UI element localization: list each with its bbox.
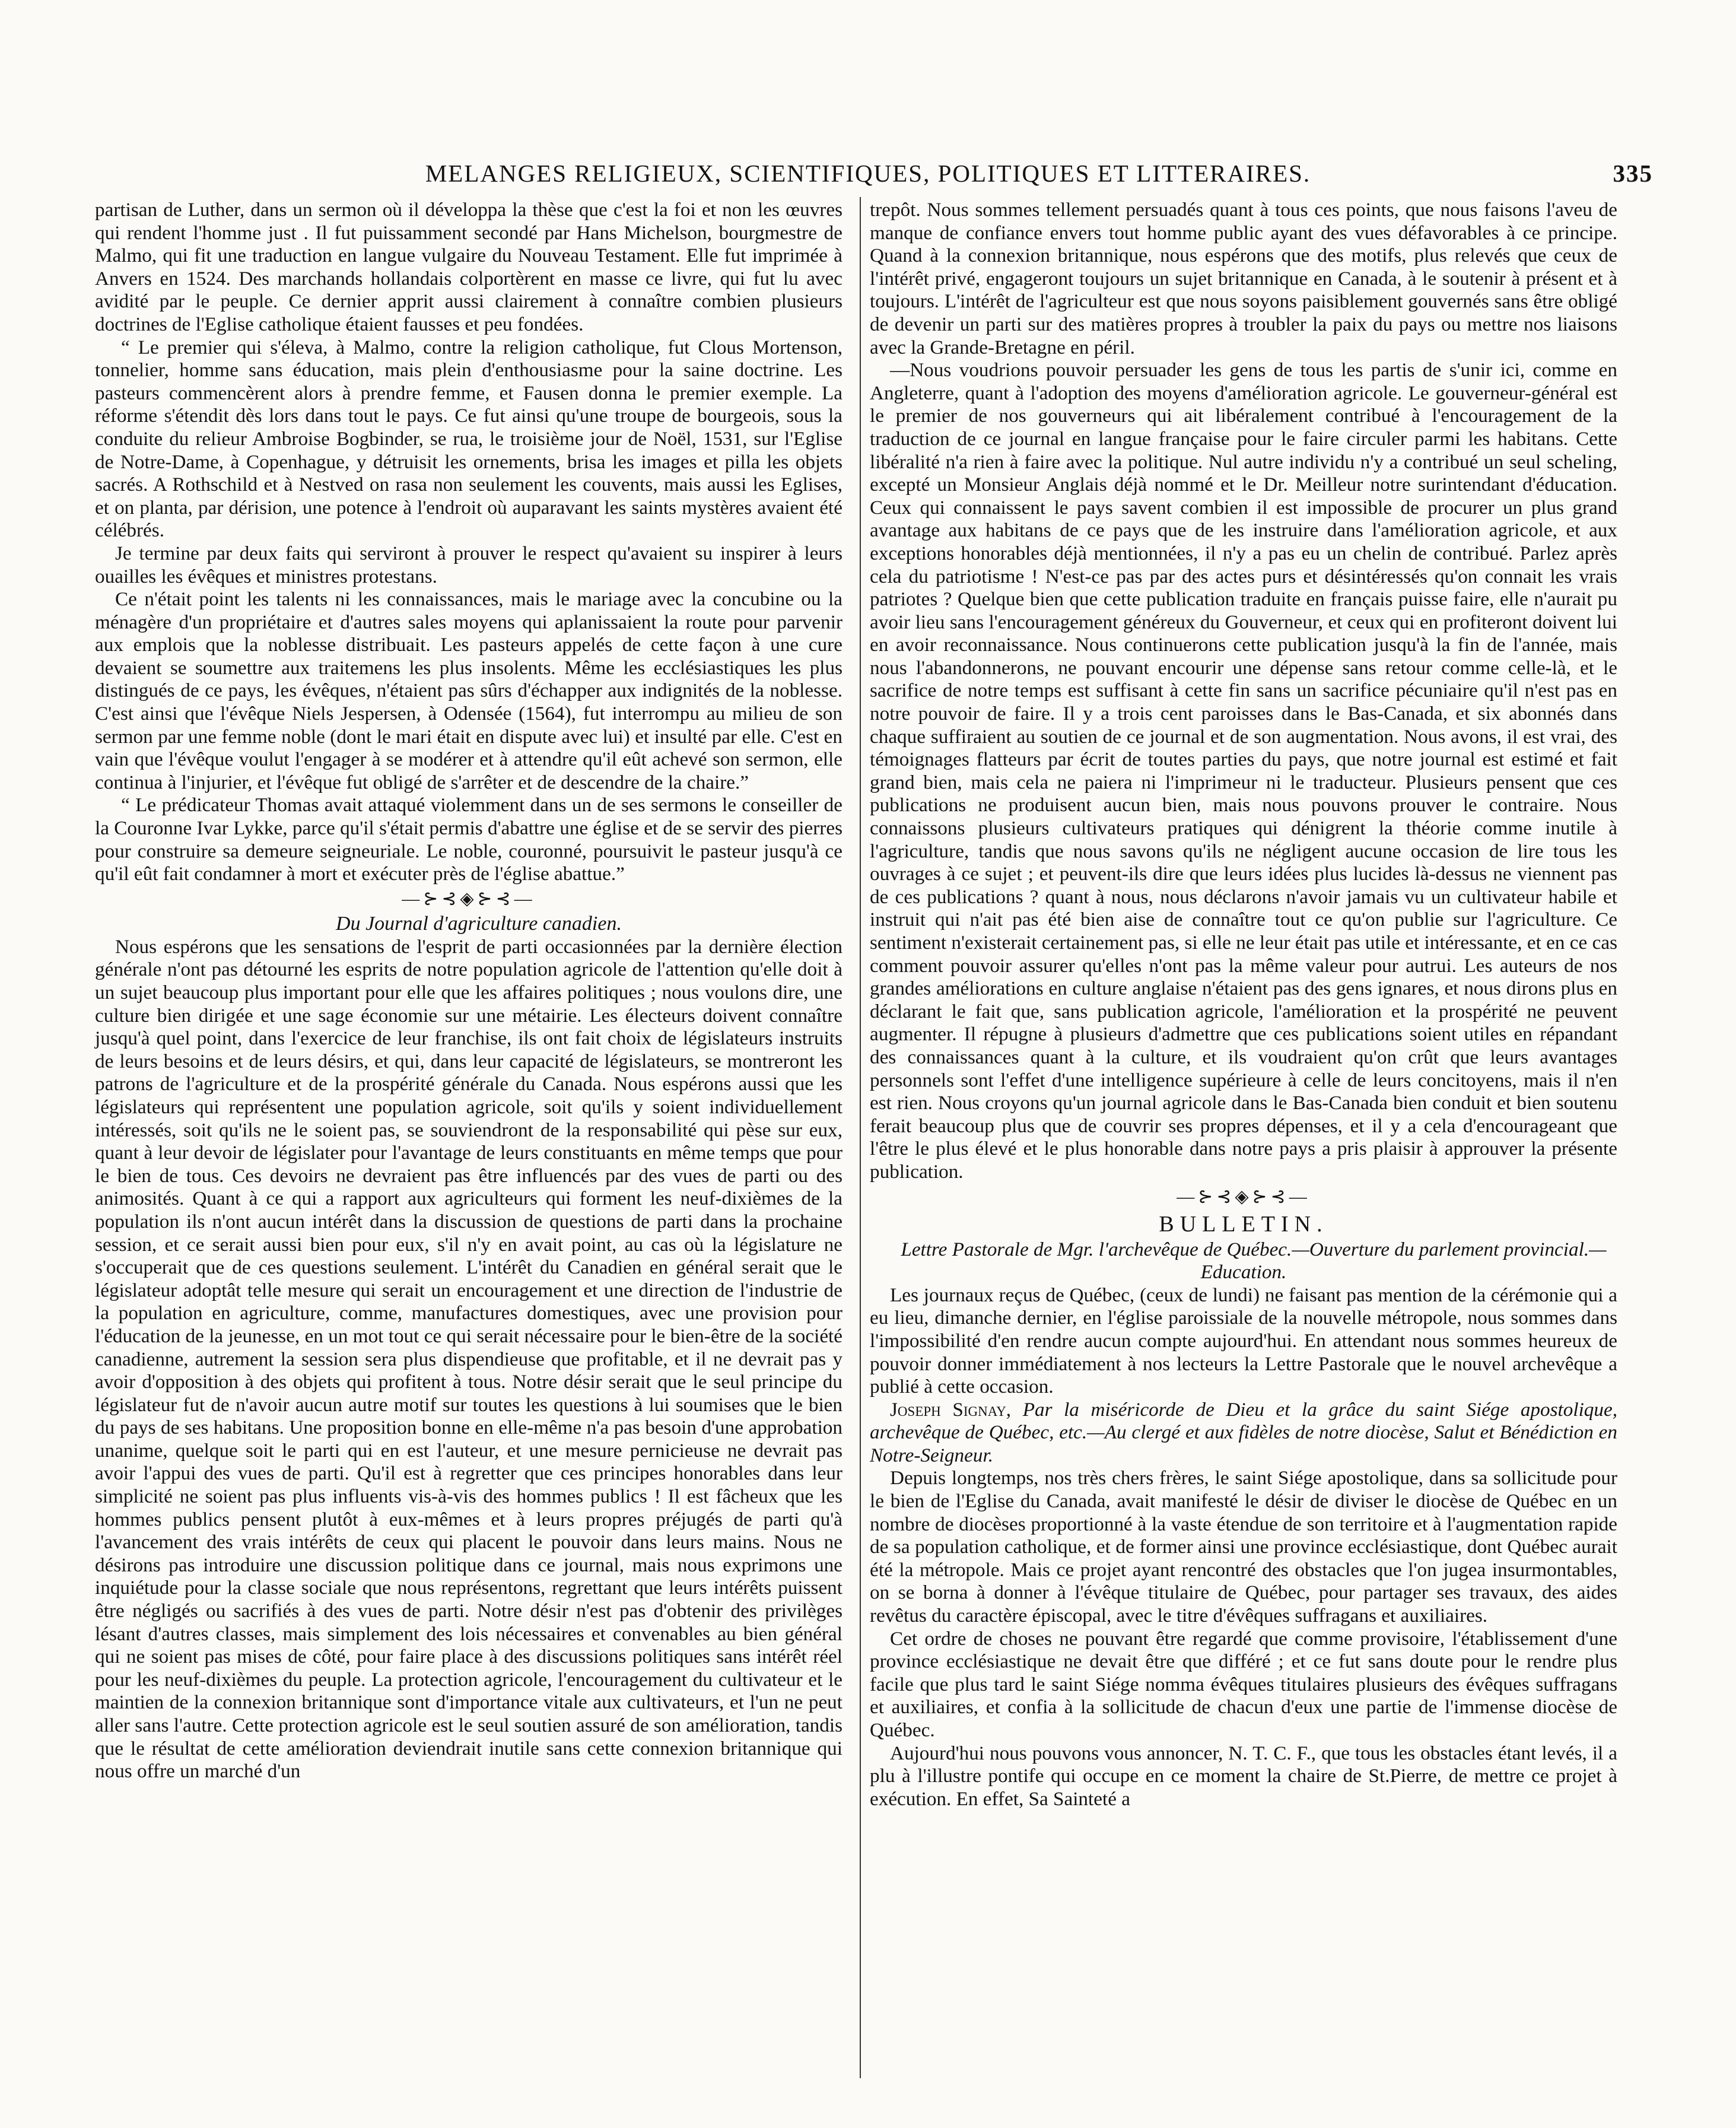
left-paragraph-5: “ Le prédicateur Thomas avait attaqué violemment dans un de ses sermons le conseiller de la Couronne Ivar Lykke, parce qu'il s'était permis d'abattre une église et de se servir des pierres pour construire sa demeure seigneuriale. Le noble, couronné, poursuivit le pasteur jusqu'à ce qu'il eût fait condamner à mort et exécuter près de l'église abattue.” — [95, 794, 842, 885]
bulletin-ornament: —⊱⊰◈⊱⊰— — [1177, 1186, 1311, 1206]
left-paragraph-2: “ Le premier qui s'éleva, à Malmo, contre la religion catholique, fut Clous Mortenson, tonnelier, homme sans éducation, mais plein d'enthousiasme pour la saine doctrine. Les pasteurs commencèrent alors à prendre femme, et Fausen donna le premier exemple. La réforme s'étendit dès lors dans tout le pays. Ce fut ainsi qu'une troupe de bourgeois, sous la conduite du relieur Ambroise Bogbinder, se rua, le troisième jour de Noël, 1531, sur l'Eglise de Notre-Dame, à Copenhague, y détruisit les ornements, brisa les images et pilla les objets sacrés. A Rothschild et à Nestved on rasa non seulement les couvents, mais aussi les Eglises, et on planta, par dérision, une potence à l'endroit où auparavant les saints mystères avaient été célébrés. — [95, 336, 842, 542]
left-paragraph-3: Je termine par deux faits qui serviront à prouver le respect qu'avaient su inspirer à leurs ouailles les évêques et ministres protestans. — [95, 542, 842, 587]
section-title-journal-agriculture: Du Journal d'agriculture canadien. — [336, 912, 622, 935]
right-paragraph-5: Depuis longtemps, nos très chers frères, le saint Siége apostolique, dans sa sollicitude pour le bien de l'Eglise du Canada, avait manifesté le désir de diviser le diocèse de Québec en un nombre de diocèses proportionné à la vaste étendue de son territoire et à l'augmentation rapide de sa population catholique, et de former ainsi une province ecclésiastique, dont Québec aurait été la métropole. Mais ce projet ayant rencontré des obstacles que l'on jugea insurmontables, on se borna à donner à l'évêque titulaire de Québec, pour partager ses travaux, des aides revêtus du caractère épiscopal, avec le titre d'évêques suffragans et auxiliaires. — [870, 1467, 1617, 1627]
page-number: 335 — [1613, 160, 1653, 187]
left-paragraph-6: Nous espérons que les sensations de l'esprit de parti occasionnées par la dernière élection générale n'ont pas détourné les esprits de notre population agricole de l'attention qu'elle doit à un sujet beaucoup plus important pour elle que les affaires politiques ; nous voulons dire, une culture bien dirigée et une sage économie sur une métairie. Les électeurs doivent connaître jusqu'à quel point, dans l'exercice de leur franchise, ils ont fait choix de législateurs instruits de leurs besoins et de leurs désirs, et qui, dans leur capacité de législateurs, se montreront les patrons de l'agriculture et de la prospérité générale du Canada. Nous espérons aussi que les législateurs qui représentent une population agricole, soit qu'ils y soient individuellement intéressés, soit qu'ils ne le soient pas, se souviendront de la responsabilité qui pèse sur eux, quant à leur devoir de législater pour l'avantage de leurs constituants en même temps que pour le bien de tous. Ces devoirs ne devraient pas être influencés par des vues de parti ou des animosités. Quant à ce qui a rapport aux agriculteurs qui forment les neuf-dixièmes de la population ils n'ont aucun intérêt dans la discussion de questions de parti dans la prochaine session, et ce serait aussi bien pour eux, s'il n'y en avait point, au cas où la législature ne s'occuperait que de ces questions seulement. L'intérêt du Canadien en général serait que le législateur adoptât telle mesure qui serait un encouragement et une direction de l'industrie de la population en agriculture, comme, manufactures domestiques, avec une provision pour l'éducation de la jeunesse, en un mot tout ce qui serait nécessaire pour le bien-être de la société canadienne, autrement la session sera plus dispendieuse que profitable, et il ne devrait pas y avoir d'opposition à des objets qui profitent à tous. Notre désir serait que le seul principe du législateur fut de n'avoir aucun autre motif sur toutes les questions à lui soumises que le bien du pays de ses habitans. Une proposition bonne en elle-même n'a pas besoin d'une approbation unanime, quelque soit le parti qui en est l'auteur, et une mesure pernicieuse ne devrait pas avoir l'appui des vues de parti. Qu'il est à regretter que ces principes honorables dans leur simplicité ne soient pas plus influents vis-à-vis des hommes publics ! Il est fâcheux que les hommes publics pensent plutôt à eux-mêmes et à leurs propres préjugés de parti qu'à l'avancement des vrais intérêts de ceux qui placent le pouvoir dans leurs mains. Nous ne désirons pas introduire une discussion politique dans ce journal, mais nous exprimons une inquiétude pour la classe sociale que nous représentons, regrettant que leurs intérêts puissent être négligés ou sacrifiés à des vues de parti. Notre désir n'est pas d'obtenir des privilèges lésant d'autres classes, mais simplement des lois nécessaires et convenables au bien général qui ne soient pas mises de côté, pour faire place à des discussions politiques sans intérêt réel pour les neuf-dixièmes du peuple. La protection agricole, l'encouragement du cultivateur et le maintien de la connexion britannique sont d'importance vitale aux cultivateurs, et l'un ne peut aller sans l'autre. Cette protection agricole est le seul soutien assuré de son amélioration, tandis que le résultat de cette amélioration deviendrait inutile sans cette connexion britannique qui nous offre un marché d'un — [95, 935, 842, 1783]
bulletin-subtitle: Lettre Pastorale de Mgr. l'archevêque de Québec.—Ouverture du parlement provincial.—Education. — [901, 1238, 1607, 1284]
running-head-title: MELANGES RELIGIEUX, SCIENTIFIQUES, POLITIQUES ET LITTERAIRES. — [425, 160, 1311, 187]
right-paragraph-7: Aujourd'hui nous pouvons vous annoncer, N. T. C. F., que tous les obstacles étant levés, il a plu à l'illustre pontife qui occupe en ce moment la chaire de St.Pierre, de mettre ce projet à exécution. En effet, Sa Sainteté a — [870, 1742, 1617, 1810]
left-paragraph-1: partisan de Luther, dans un sermon où il développa la thèse que c'est la foi et non les œuvres qui rendent l'homme just . Il fut puissamment secondé par Hans Michelson, bourgmestre de Malmo, qui fit une traduction en langue vulgaire du Nouveau Testament. Elle fut imprimée à Anvers en 1524. Des marchands hollandais colportèrent en masse ce livre, qui fut lu avec avidité par le peuple. Ce dernier apprit aussi clairement à connaître combien plusieurs doctrines de l'Eglise catholique étaient fausses et peu fondées. — [95, 199, 842, 335]
left-column — [95, 199, 842, 1783]
pastoral-author: Joseph Signay, — [890, 1398, 1012, 1421]
right-column — [870, 199, 1617, 1811]
right-paragraph-3: Les journaux reçus de Québec, (ceux de lundi) ne faisant pas mention de la cérémonie qui a eu lieu, dimanche dernier, en l'église paroissiale de la nouvelle métropole, nous sommes dans l'impossibilité d'en rendre aucun compte aujourd'hui. En attendant nous sommes heureux de pouvoir donner immédiatement à nos lecteurs la Lettre Pastorale que le nouvel archevêque a publié à cette occasion. — [870, 1284, 1617, 1398]
bulletin-title: BULLETIN. — [1159, 1211, 1328, 1237]
right-paragraph-6: Cet ordre de choses ne pouvant être regardé que comme provisoire, l'établissement d'une province ecclésiastique ne devait être que différé ; et ce fut sans doute pour le rendre plus facile que plus tard le saint Siége nomma évêques titulaires plusieurs des évêques suffragans et auxiliaires, et confia à la sollicitude de chacun d'eux une partie de l'immense diocèse de Québec. — [870, 1627, 1617, 1741]
right-paragraph-4 — [870, 1399, 1617, 1468]
right-paragraph-2: —Nous voudrions pouvoir persuader les gens de tous les partis de s'unir ici, comme en Angleterre, quant à l'adoption des moyens d'amélioration agricole. Le gouverneur-général est le premier de nos gouverneurs qui ait libéralement contribué à l'encouragement de la traduction de ce journal en langue française pour le faire circuler parmi les habitans. Cette libéralité n'a rien à faire avec la politique. Nul autre individu n'y a contribué un seul scheling, excepté un Monsieur Anglais déjà nommé et le Dr. Meilleur notre surintendant d'éducation. Ceux qui connaissent le pays savent combien il est impossible de procurer un plus grand avantage aux habitans de ce pays que de les instruire dans l'amélioration agricole, et aux exceptions honorables déjà mentionnées, il n'y a pas eu un chelin de contribué. Parlez après cela du patriotisme ! N'est-ce pas par des actes purs et désintéressés qu'on connait les vrais patriotes ? Quelque bien que cette publication traduite en français puisse faire, elle n'aurait pu avoir lieu sans l'encouragement généreux du Gouverneur, et ceux qui en profiteront doivent lui en avoir reconnaissance. Nous continuerons cette publication jusqu'à la fin de l'année, mais nous l'abandonnerons, ne pouvant encourir une dépense sans retour comme celle-là, et le sacrifice de notre temps est suffisant à cette fin sans un sacrifice pécuniaire qu'il n'est pas en notre pouvoir de faire. Il y a trois cent paroisses dans le Bas-Canada, et six abonnés dans chaque suffiraient au soutien de ce journal et de son augmentation. Nous avons, il est vrai, des témoignages flatteurs par écrit de toutes parties du pays, que notre journal est estimé et fait grand bien, mais cela ne paiera ni l'imprimeur ni le traducteur. Plusieurs pensent que ces publications ne produisent aucun bien, mais nous pouvons prouver le contraire. Nous connaissons plusieurs cultivateurs pratiques qui dénigrent la théorie comme inutile à l'agriculture, tandis que nous savons qu'ils ne négligent aucune occasion de lire tous les ouvrages à ce sujet ; et peuvent-ils dire que leurs idées plus lucides là-dessus ne viennent pas de ces publications ? quant à nous, nous déclarons n'avoir jamais vu un cultivateur habile et instruit qui n'ait pas été bien aise de connaître tout ce qu'on publie sur l'agriculture. Ce sentiment n'existerait certainement pas, si elle ne leur était pas utile et intéressante, et en ce cas comment pouvoir assurer qu'elles n'ont pas la même valeur pour autrui. Les auteurs de nos grandes améliorations en culture anglaise n'étaient pas des gens ignares, et nous dirons plus en déclarant le fait que, sans publication agricole, l'amélioration et la prospérité ne peuvent augmenter. Il répugne à plusieurs d'admettre que ces publications soient utiles en répandant des connaissances quant à la culture, et ils voudraient qu'on crût que leurs avantages personnels sont l'effet d'une intelligence supérieure à celle de leurs concitoyens, mais il n'en est rien. Nous croyons qu'un journal agricole dans le Bas-Canada bien conduit et bien soutenu ferait beaucoup plus que de couvrir ses propres dépenses, et il y a cela d'encourageant que l'être le plus élevé et le plus honorable dans notre pays a pris plaisir à approuver la présente publication. — [870, 359, 1617, 1183]
column-divider — [860, 197, 861, 2078]
pastoral-salutation: Par la miséricorde de Dieu et la grâce du saint Siége apostolique, archevêque de Québec, etc.—Au clergé et aux fidèles de notre diocèse, Salut et Bénédiction en Notre-Seigneur. — [870, 1398, 1618, 1466]
left-paragraph-4: Ce n'était point les talents ni les connaissances, mais le mariage avec la concubine ou la ménagère d'un propriétaire et d'autres sales moyens qui aplanissaient la route pour parvenir aux emplois que la noblesse distribuait. Les pasteurs appelés de cette façon à une cure devaient se soumettre aux traitemens les plus insolents. Même les ecclésiastiques les plus distingués de ce pays, les évêques, n'étaient pas sûrs d'échapper aux indignités de la noblesse. C'est ainsi que l'évêque Niels Jespersen, à Odensée (1564), fut interrompu au milieu de son sermon par une femme noble (dont le mari était en dispute avec lui) et insulté par elle. C'est en vain que l'évêque voulut l'engager à se modérer et à attendre qu'il eût achevé son sermon, elle continua à l'injurier, et l'évêque fut obligé de s'arrêter et de descendre de la chaire.” — [95, 588, 842, 793]
running-head — [83, 159, 1653, 195]
section-ornament: —⊱⊰◈⊱⊰— — [402, 888, 536, 909]
right-paragraph-1: trepôt. Nous sommes tellement persuadés quant à tous ces points, que nous faisons l'aveu de manque de confiance envers tout homme public ayant des vues défavorables à ce principe. Quand à la connexion britannique, nous espérons que des motifs, plus relevés que ceux de l'intérêt privé, engageront toujours un sujet britannique en Canada, à le soutenir à présent et à toujours. L'intérêt de l'agriculteur est que nous soyons paisiblement gouvernés sans être obligé de devenir un parti sur des matières propres à troubler la paix du pays ou mettre nos liaisons avec la Grande-Bretagne en péril. — [870, 199, 1617, 358]
